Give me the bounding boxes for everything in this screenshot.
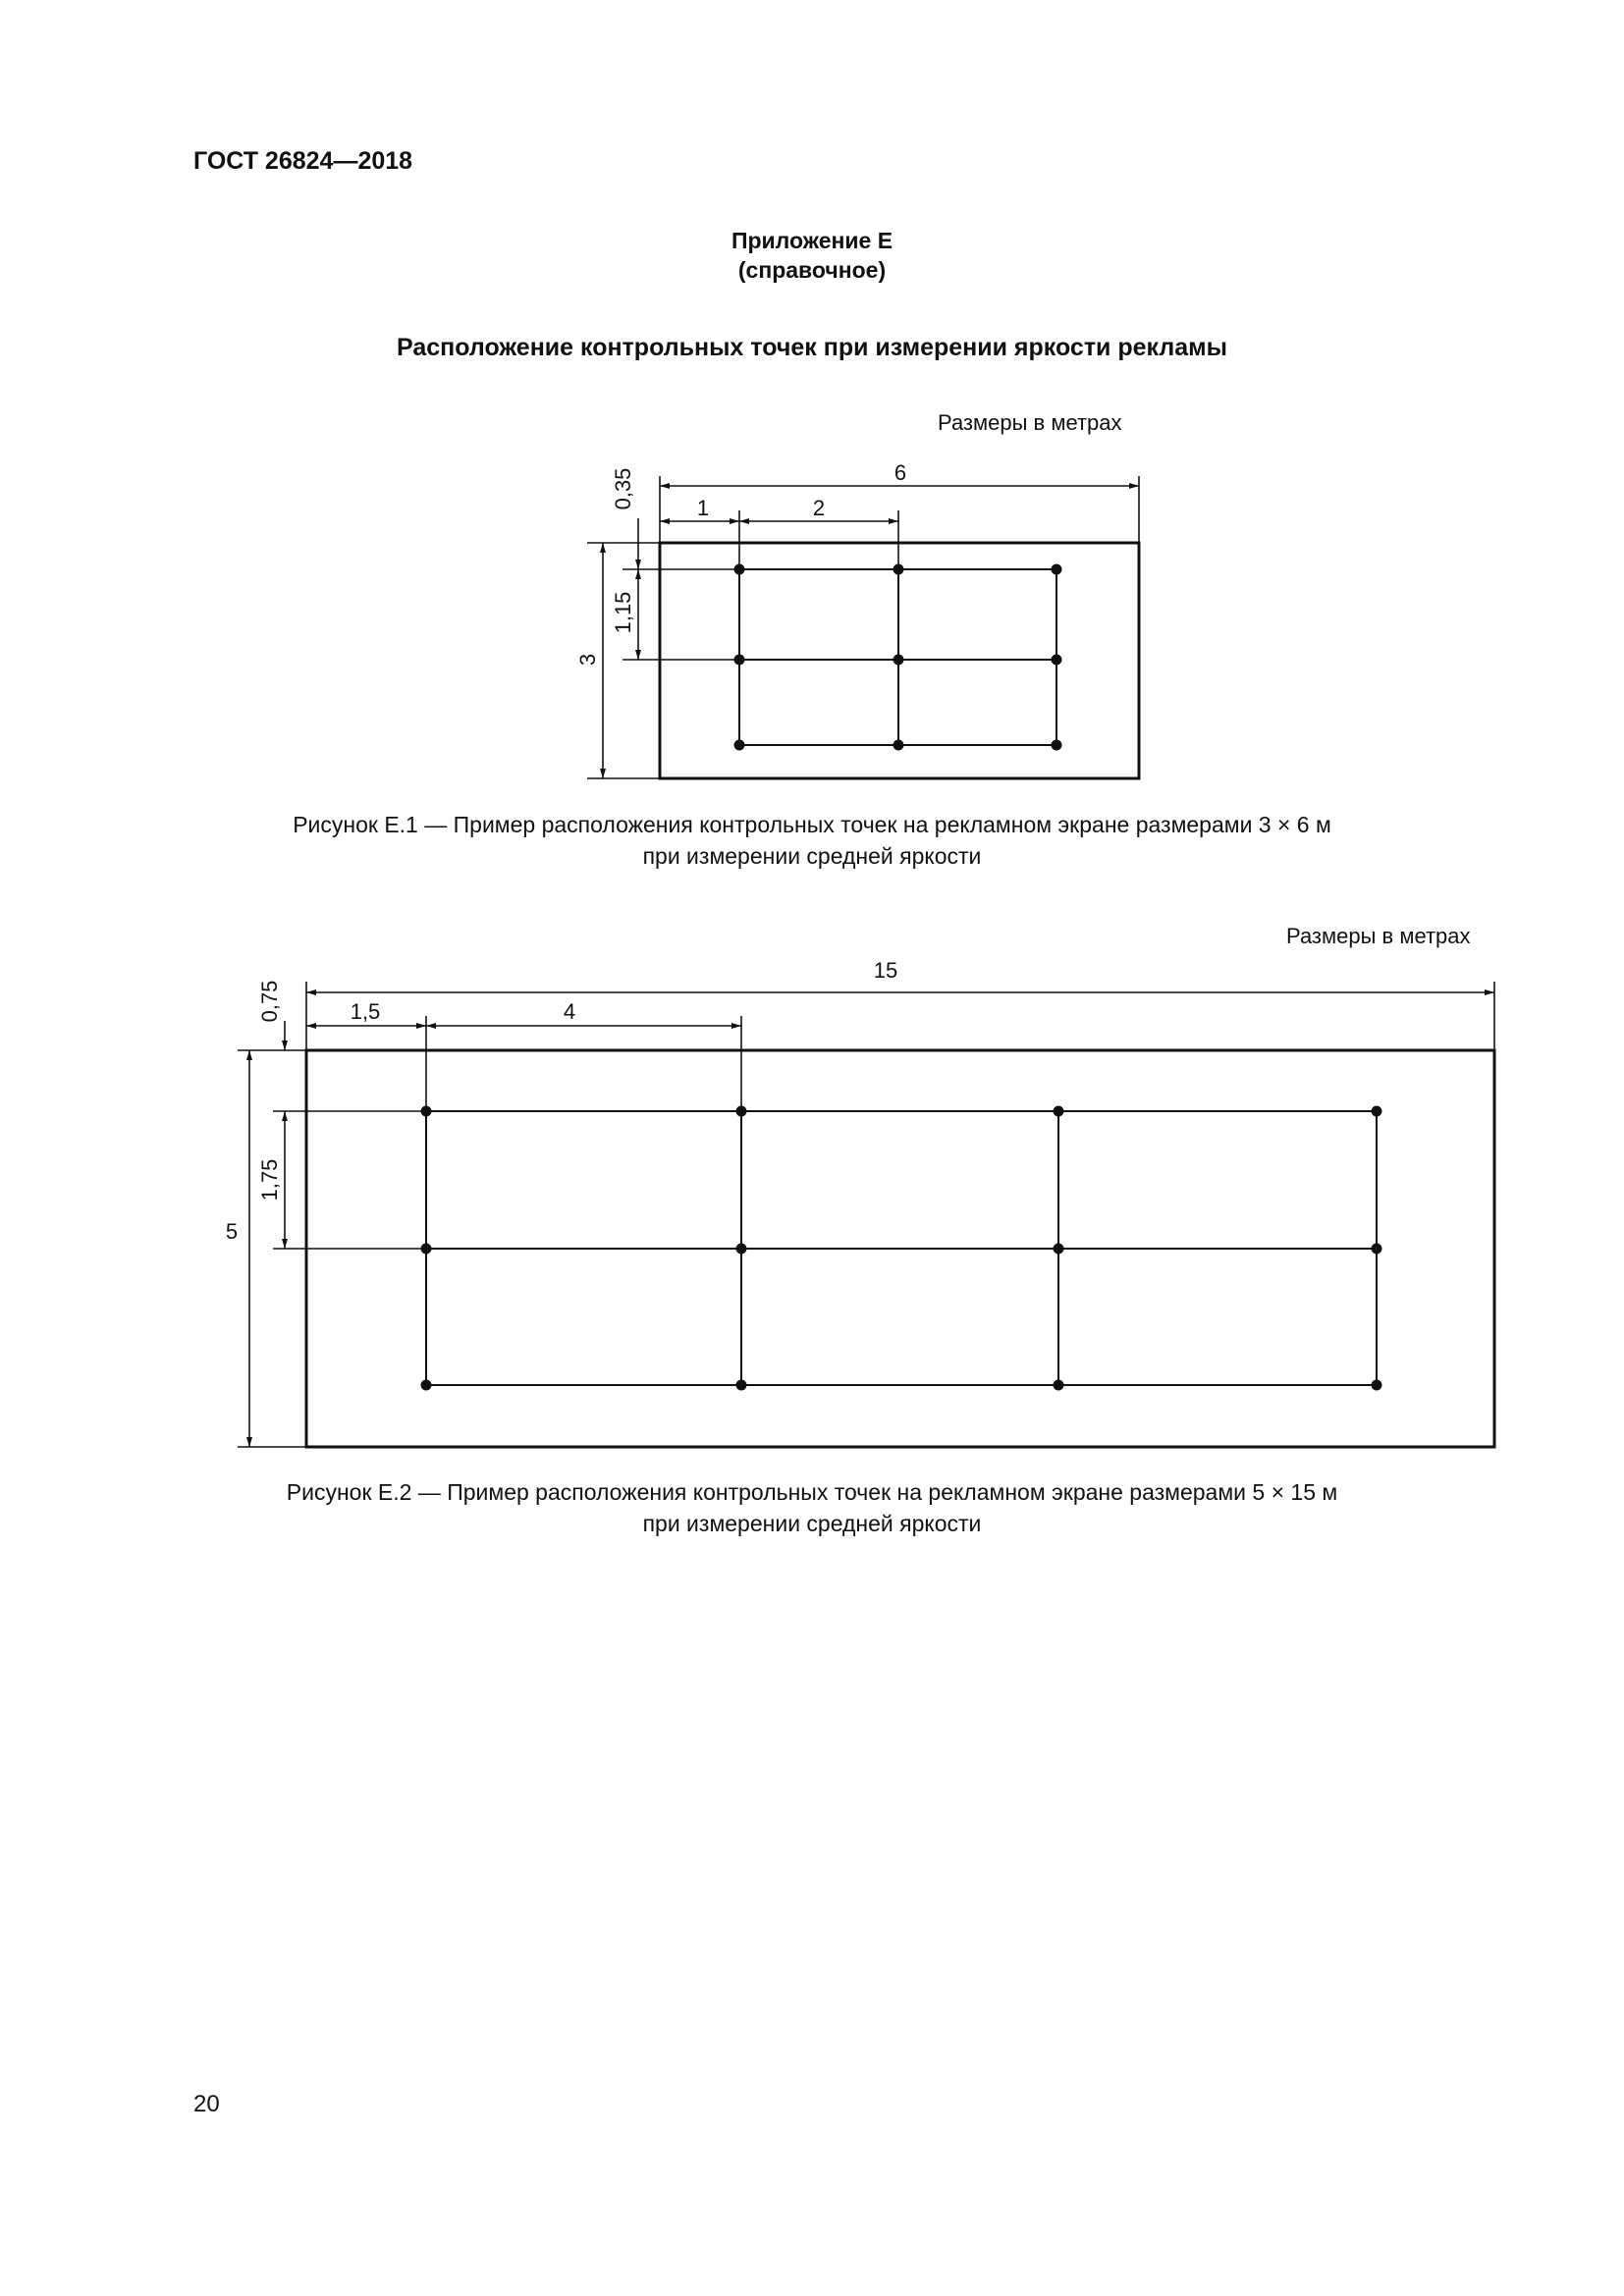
figure2-dim-width: 15 (873, 958, 898, 983)
control-point (1052, 655, 1062, 666)
control-point (1054, 1380, 1064, 1391)
figure1-caption (0, 809, 1624, 872)
figure2-vertical-dimensions (238, 1021, 426, 1447)
figure2-dim-row: 1,75 (257, 1158, 282, 1201)
control-point (734, 740, 745, 751)
figure1-dim-height: 3 (575, 653, 600, 667)
appendix-heading (0, 226, 1624, 285)
figure2-caption-line2: при измерении средней яркости (642, 1511, 982, 1536)
figure2-dim-col2: 4 (563, 999, 576, 1024)
control-point (736, 1244, 747, 1255)
control-point (421, 1380, 432, 1391)
figure2-dim-top: 0,75 (257, 980, 282, 1023)
control-point (1372, 1106, 1382, 1117)
document-header: ГОСТ 26824—2018 (193, 147, 413, 175)
page-number: 20 (193, 2091, 220, 2117)
control-point (893, 655, 904, 666)
figure2-diagram (0, 958, 1624, 1453)
figure1-caption-line1: Рисунок Е.1 — Пример расположения контрольных точек на рекламном экране размерами 3 × 6 м (293, 812, 1331, 837)
control-point (1054, 1106, 1064, 1117)
control-point (1052, 740, 1062, 751)
control-point (1372, 1244, 1382, 1255)
control-point (893, 740, 904, 751)
appendix-kind: (справочное) (737, 257, 887, 283)
section-title: Расположение контрольных точек при измерении яркости рекламы (397, 334, 1227, 361)
figure1-horizontal-dimensions (660, 476, 1139, 569)
figure1-dim-row: 1,15 (611, 591, 635, 634)
figure1-dim-width: 6 (893, 460, 907, 485)
appendix-title: Приложение Е (731, 228, 893, 253)
control-point (1372, 1380, 1382, 1391)
control-point (1052, 564, 1062, 575)
figure2-caption (0, 1476, 1624, 1539)
figure1-dim-col1: 1 (696, 496, 710, 520)
figure1-dim-top: 0,35 (611, 467, 635, 510)
figure1-vertical-dimensions (587, 518, 739, 778)
figure1-units-note: Размеры в метрах (938, 410, 1122, 435)
figure2-caption-line1: Рисунок Е.2 — Пример расположения контрольных точек на рекламном экране размерами 5 × 15 м (286, 1479, 1338, 1505)
figure2-grid (426, 1111, 1377, 1385)
figure2-dim-height: 5 (225, 1219, 239, 1244)
control-point (1054, 1244, 1064, 1255)
control-point (736, 1380, 747, 1391)
figure2-units-note: Размеры в метрах (1286, 924, 1471, 948)
figure2-dim-col1: 1,5 (350, 999, 381, 1024)
figure1-caption-line2: при измерении средней яркости (642, 843, 982, 869)
figure1-dim-col2: 2 (812, 496, 826, 520)
figure2-horizontal-dimensions (306, 982, 1494, 1111)
figure1-diagram (0, 442, 1624, 795)
